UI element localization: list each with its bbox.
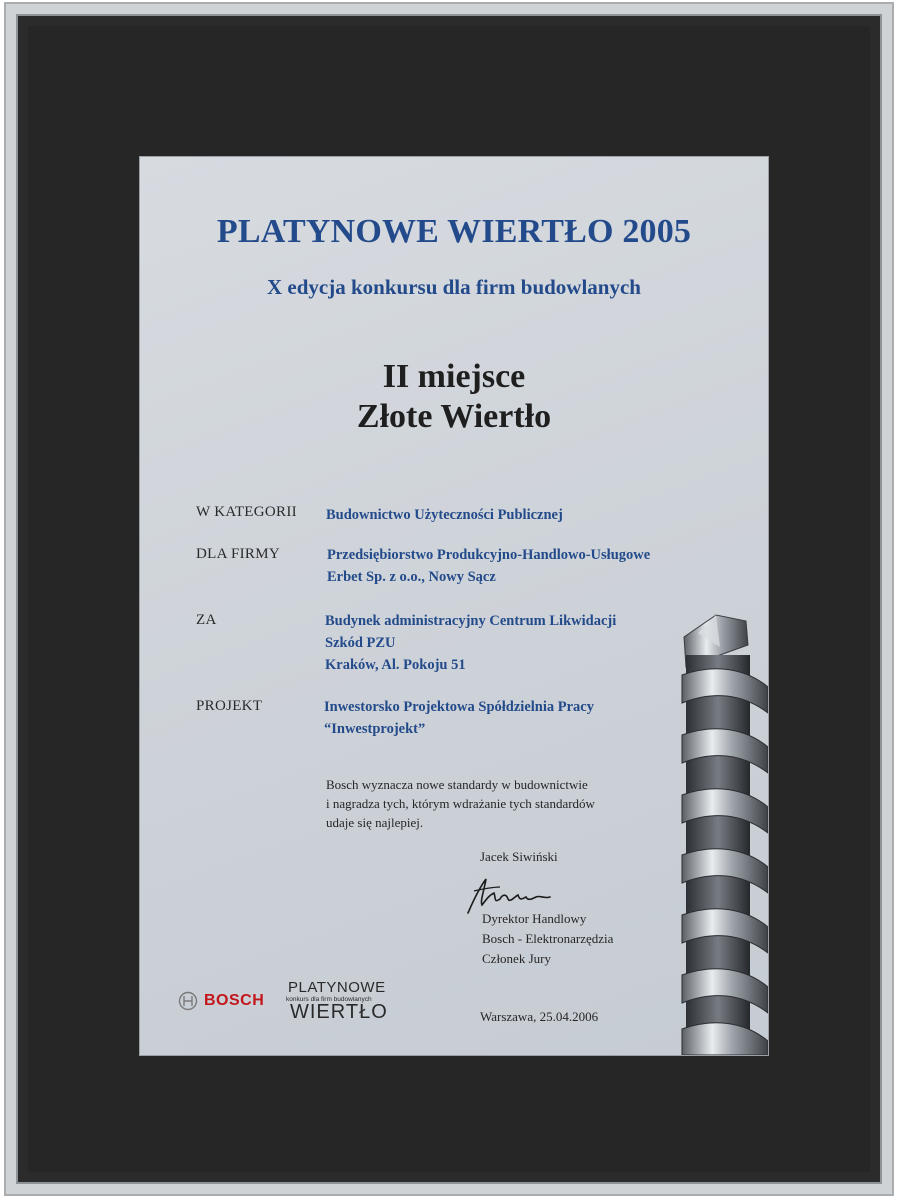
award-place-line1: II miejsce — [382, 358, 526, 395]
logo-bottom-text: WIERTŁO — [290, 1001, 388, 1023]
field-label-project: PROJEKT — [196, 698, 263, 714]
field-value-line: Szkód PZU — [325, 635, 396, 651]
logo-top-text: PLATYNOWE — [288, 979, 386, 996]
field-value-project — [324, 696, 594, 740]
issue-date: Warszawa, 25.04.2006 — [480, 1009, 599, 1024]
field-label-category: W KATEGORII — [196, 504, 297, 520]
field-label-company: DLA FIRMY — [196, 546, 280, 562]
field-value-line: Budownictwo Użyteczności Publicznej — [326, 507, 563, 523]
field-label-for: ZA — [196, 612, 217, 628]
bosch-wordmark: BOSCH — [204, 992, 265, 1009]
field-value-line: Przedsiębiorstwo Produkcyjno-Handlowo-Usługowe — [327, 547, 651, 563]
bosch-statement — [326, 775, 595, 832]
field-value-line: “Inwestprojekt” — [324, 721, 426, 737]
field-value-line: Budynek administracyjny Centrum Likwidacji — [325, 613, 617, 629]
signatory-role: Dyrektor Handlowy — [482, 911, 587, 926]
certificate-subtitle: X edycja konkursu dla firm budowlanych — [267, 275, 641, 299]
drill-bit-illustration — [676, 605, 768, 1055]
field-value-line: Inwestorsko Projektowa Spółdzielnia Pracy — [324, 699, 594, 715]
field-value-line: Erbet Sp. z o.o., Nowy Sącz — [327, 569, 496, 585]
platynowe-wiertlo-logo — [286, 979, 396, 1025]
field-value-line: Kraków, Al. Pokoju 51 — [325, 657, 466, 673]
bosch-logo — [178, 989, 264, 1013]
statement-line: i nagradza tych, którym wdrażanie tych standardów — [326, 796, 595, 811]
award-place-line2: Złote Wiertło — [356, 398, 552, 435]
signatory-role: Członek Jury — [482, 951, 551, 966]
logo-small-text: konkurs dla firm budowlanych — [286, 996, 372, 1003]
signatory-roles — [482, 909, 613, 969]
bosch-armature-icon — [178, 991, 198, 1011]
field-value-company — [327, 544, 650, 588]
field-value-category — [326, 504, 563, 526]
certificate-sheet — [140, 157, 768, 1055]
signatory-role: Bosch - Elektronarzędzia — [482, 931, 614, 946]
statement-line: Bosch wyznacza nowe standardy w budownictwie — [326, 777, 588, 792]
signatory-name: Jacek Siwiński — [480, 849, 558, 864]
statement-line: udaje się najlepiej. — [326, 815, 424, 830]
field-value-for — [325, 610, 616, 676]
certificate-title: PLATYNOWE WIERTŁO 2005 — [216, 213, 692, 250]
award-place — [140, 357, 768, 437]
